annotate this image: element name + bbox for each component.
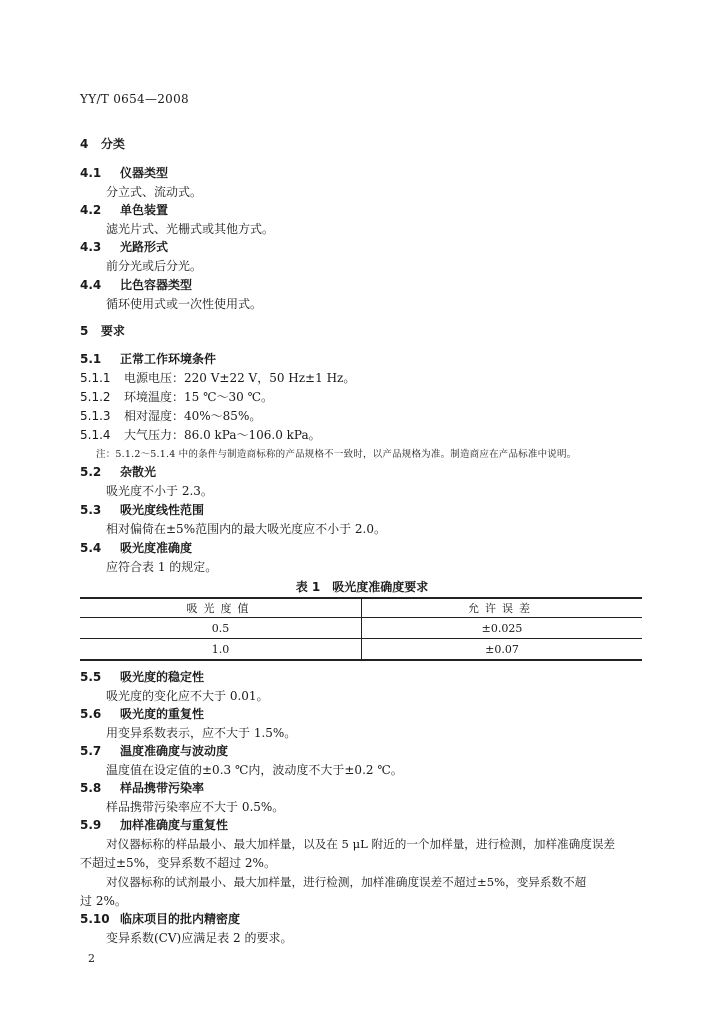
- section-title: 加样准确度与重复性: [120, 818, 229, 832]
- section-number: 5.7: [80, 744, 102, 758]
- section-number: 4.2: [80, 203, 102, 217]
- section-number: 5.9: [80, 818, 102, 832]
- section-4-2-body: 滤光片式、光栅式或其他方式。: [106, 222, 275, 236]
- env-item-text: 环境温度：15 ℃～30 ℃。: [124, 390, 274, 404]
- table-row: [80, 618, 642, 639]
- section-4-4-body: 循环使用式或一次性使用式。: [106, 297, 263, 311]
- section-5-5-heading: [80, 670, 204, 684]
- section-5-heading: [80, 324, 125, 338]
- env-item: [80, 371, 355, 385]
- paragraph-line: 对仪器标称的试剂最小、最大加样量，进行检测，加样准确度误差不超过±5%，变异系数不超: [106, 875, 587, 889]
- section-4-1-body: 分立式、流动式。: [106, 185, 203, 199]
- section-5-8-body: 样品携带污染率应不大于 0.5%。: [106, 800, 285, 814]
- section-5-10-heading: [80, 912, 240, 926]
- table-cell: 0.5: [80, 618, 362, 639]
- section-5-7-body: 温度值在设定值的±0.3 ℃内，波动度不大于±0.2 ℃。: [106, 763, 403, 777]
- section-5-10-body: 变异系数(CV)应满足表 2 的要求。: [106, 931, 293, 945]
- section-number: 5.1: [80, 352, 102, 366]
- section-number: 5.5: [80, 670, 102, 684]
- section-title: 吸光度的重复性: [120, 707, 205, 721]
- section-title: 临床项目的批内精密度: [120, 912, 241, 926]
- table-1: [80, 597, 642, 661]
- env-item-number: 5.1.4: [80, 428, 111, 442]
- section-number: 4.4: [80, 278, 102, 292]
- section-title: 比色容器类型: [120, 278, 193, 292]
- section-4-4-heading: [80, 278, 192, 292]
- section-title: 杂散光: [120, 465, 157, 479]
- env-item: [80, 390, 273, 404]
- section-5-9-heading: [80, 818, 228, 832]
- section-5-2-body: 吸光度不小于 2.3。: [106, 484, 213, 498]
- section-title: 正常工作环境条件: [120, 352, 217, 366]
- section-title: 分类: [100, 137, 125, 151]
- paragraph-line: 过 2%。: [80, 894, 127, 908]
- standard-number: YY/T 0654—2008: [80, 92, 189, 106]
- section-5-5-body: 吸光度的变化应不大于 0.01。: [106, 689, 269, 703]
- section-4-2-heading: [80, 203, 168, 217]
- section-title: 光路形式: [120, 240, 169, 254]
- section-title: 仪器类型: [120, 166, 169, 180]
- section-number: 5.4: [80, 541, 102, 555]
- env-item: [80, 409, 261, 423]
- env-item: [80, 428, 321, 442]
- section-number: 5.3: [80, 503, 102, 517]
- section-title: 要求: [100, 324, 125, 338]
- section-title: 吸光度线性范围: [120, 503, 205, 517]
- section-5-1-heading: [80, 352, 216, 366]
- section-4-3-body: 前分光或后分光。: [106, 259, 203, 273]
- env-item-text: 电源电压：220 V±22 V，50 Hz±1 Hz。: [124, 371, 356, 385]
- env-item-text: 大气压力：86.0 kPa～106.0 kPa。: [124, 428, 321, 442]
- paragraph-line: 对仪器标称的样品最小、最大加样量，以及在 5 μL 附近的一个加样量，进行检测，加样准确度误差: [106, 837, 616, 851]
- section-4-3-heading: [80, 240, 168, 254]
- section-title: 吸光度准确度: [120, 541, 193, 555]
- column-header-tolerance: 允许误差: [362, 598, 643, 618]
- section-number: 5.6: [80, 707, 102, 721]
- section-title: 温度准确度与波动度: [120, 744, 229, 758]
- table-1-caption: 表 1 吸光度准确度要求: [295, 580, 429, 594]
- section-number: 5.10: [80, 912, 110, 926]
- section-5-2-heading: [80, 465, 156, 479]
- env-item-number: 5.1.2: [80, 390, 111, 404]
- section-5-3-body: 相对偏倚在±5%范围内的最大吸光度应不小于 2.0。: [106, 522, 386, 536]
- env-item-number: 5.1.1: [80, 371, 111, 385]
- section-number: 5: [80, 324, 89, 338]
- env-item-number: 5.1.3: [80, 409, 111, 423]
- section-5-4-heading: [80, 541, 192, 555]
- section-5-6-heading: [80, 707, 204, 721]
- table-row: [80, 639, 642, 661]
- env-note: 注：5.1.2～5.1.4 中的条件与制造商标称的产品规格不一致时，以产品规格为准。制造商应在产品标准中说明。: [96, 449, 577, 460]
- section-5-4-body: 应符合表 1 的规定。: [106, 560, 218, 574]
- page-number: 2: [88, 952, 95, 965]
- env-item-text: 相对湿度：40%～85%。: [124, 409, 262, 423]
- column-header-absorbance: 吸光度值: [80, 598, 362, 618]
- section-number: 4: [80, 137, 89, 151]
- section-4-1-heading: [80, 166, 168, 180]
- table-cell: ±0.07: [362, 639, 643, 661]
- table-cell: ±0.025: [362, 618, 643, 639]
- section-number: 4.3: [80, 240, 102, 254]
- section-title: 样品携带污染率: [120, 781, 205, 795]
- table-cell: 1.0: [80, 639, 362, 661]
- section-5-8-heading: [80, 781, 204, 795]
- paragraph-line: 不超过±5%，变异系数不超过 2%。: [80, 856, 276, 870]
- section-number: 4.1: [80, 166, 102, 180]
- section-4-heading: [80, 137, 125, 151]
- section-5-6-body: 用变异系数表示，应不大于 1.5%。: [106, 726, 297, 740]
- section-number: 5.2: [80, 465, 102, 479]
- section-title: 单色装置: [120, 203, 169, 217]
- section-5-7-heading: [80, 744, 228, 758]
- section-title: 吸光度的稳定性: [120, 670, 205, 684]
- section-5-3-heading: [80, 503, 204, 517]
- section-number: 5.8: [80, 781, 102, 795]
- table-header-row: [80, 598, 642, 618]
